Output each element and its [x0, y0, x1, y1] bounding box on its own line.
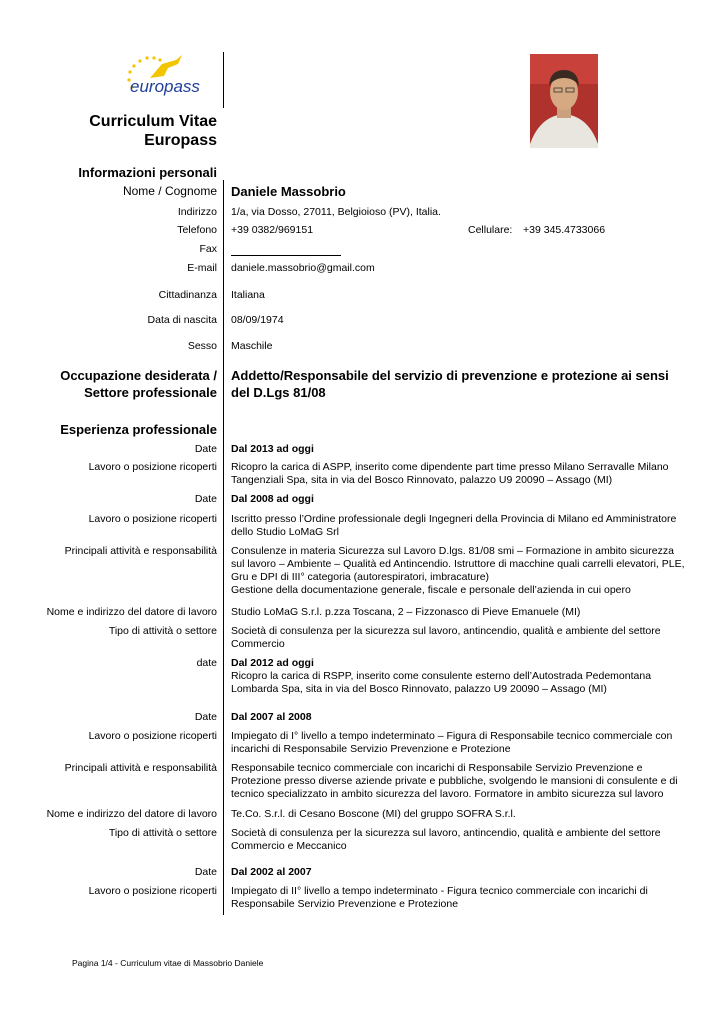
address-value: 1/a, via Dosso, 27011, Belgioioso (PV), Italia.	[231, 206, 441, 218]
job-label: Lavoro o posizione ricoperti	[88, 885, 217, 897]
cv-title: Curriculum Vitae Europass	[89, 113, 217, 149]
date-label: Date	[194, 711, 217, 723]
europass-logo	[120, 52, 212, 100]
date-label: Date	[194, 443, 217, 455]
date-label: date	[196, 657, 217, 669]
occupation-value: Addetto/Responsabile del servizio di prevenzione e protezione ai sensi del D.Lgs 81/08	[231, 368, 669, 400]
page-footer: Pagina 1/4 - Curriculum vitae di Massobrio Daniele	[72, 958, 264, 968]
exp5-date: Dal 2002 al 2007	[231, 866, 312, 878]
section-title-experience: Esperienza professionale	[60, 422, 217, 437]
divider-header	[223, 52, 224, 108]
full-name: Daniele Massobrio	[231, 184, 346, 199]
phone-label: Telefono	[177, 224, 217, 236]
date-label: Date	[194, 493, 217, 505]
mobile-label: Cellulare:	[468, 224, 513, 236]
sex-value: Maschile	[231, 340, 273, 352]
email-value: daniele.massobrio@gmail.com	[231, 262, 375, 274]
sector-label: Tipo di attività o settore	[108, 625, 217, 637]
job-label: Lavoro o posizione ricoperti	[88, 461, 217, 473]
employer-label: Nome e indirizzo del datore di lavoro	[46, 606, 217, 618]
exp4-sector: Società di consulenza per la sicurezza sul lavoro, antincendio, qualità e ambiente del settore Commercio e Meccanico	[231, 827, 661, 852]
sex-label: Sesso	[187, 340, 217, 352]
exp4-employer: Te.Co. S.r.l. di Cesano Boscone (MI) del gruppo SOFRA S.r.l.	[231, 808, 516, 820]
exp4-date: Dal 2007 al 2008	[231, 711, 312, 723]
activities-label: Principali attività e responsabilità	[64, 545, 217, 557]
address-label: Indirizzo	[177, 206, 217, 218]
phone-value: +39 0382/969151	[231, 224, 314, 236]
exp1-date: Dal 2013 ad oggi	[231, 443, 314, 455]
citizenship-label: Cittadinanza	[158, 289, 217, 301]
exp5-job: Impiegato di II° livello a tempo indeterminato - Figura tecnico commerciale con incarichi di Responsabile Servizio Prevenzione e Protezione	[231, 885, 648, 910]
profile-photo	[530, 54, 598, 148]
section-title-personal: Informazioni personali	[78, 165, 217, 180]
email-label: E-mail	[187, 262, 217, 274]
job-label: Lavoro o posizione ricoperti	[88, 730, 217, 742]
divider-main	[223, 180, 224, 915]
activities-label: Principali attività e responsabilità	[64, 762, 217, 774]
exp2-sector: Società di consulenza per la sicurezza sul lavoro, antincendio, qualità e ambiente del settore Commercio	[231, 625, 661, 650]
name-label: Nome / Cognome	[122, 184, 217, 198]
employer-label: Nome e indirizzo del datore di lavoro	[46, 808, 217, 820]
exp1-job: Ricopro la carica di ASPP, inserito come dipendente part time presso Milano Serravalle Milano Tangenziali Spa, sita in via del Bosco Rinnovato, palazzo U9 20090 – Assago (MI)	[231, 461, 669, 486]
citizenship-value: Italiana	[231, 289, 265, 301]
birthdate-value: 08/09/1974	[231, 314, 284, 326]
sector-label: Tipo di attività o settore	[108, 827, 217, 839]
date-label: Date	[194, 866, 217, 878]
exp3-block: Dal 2012 ad oggi Ricopro la carica di RSPP, inserito come consulente esterno dell’Autostrada Pedemontana Lombarda Spa, sita in via del Bosco Rinnovato, palazzo U9 20090 – Assago (MI)	[231, 657, 652, 695]
job-label: Lavoro o posizione ricoperti	[88, 513, 217, 525]
occupation-label: Occupazione desiderata / Settore professionale	[60, 368, 217, 400]
birthdate-label: Data di nascita	[147, 314, 217, 326]
exp4-activities: Responsabile tecnico commerciale con incarichi di Responsabile Servizio Prevenzione e Protezione presso diverse aziende private e pubbliche, svolgendo le mansioni di consulente e di tecnico specializzato in ambito sicurezza del lavoro. Formatore in ambito sicurezza sul lavoro	[231, 762, 678, 800]
fax-label: Fax	[199, 243, 217, 255]
exp2-date: Dal 2008 ad oggi	[231, 493, 314, 505]
exp2-job: Iscritto presso l’Ordine professionale degli Ingegneri della Provincia di Milano ed Amministratore dello Studio LoMaG Srl	[231, 513, 677, 538]
exp2-activities: Consulenze in materia Sicurezza sul Lavoro D.lgs. 81/08 smi – Formazione in ambito sicurezza sul lavoro – Ambiente – Qualità ed Antincendio. Istruttore di macchine quali carrelli elevatori, PLE, Gru e DPI di III° categoria (autorespiratori, imbracature) Gestione della documentazione generale, fiscale e personale dell’azienda in cui opero	[231, 545, 685, 596]
svg-text:europass: europass	[130, 77, 200, 96]
exp4-job: Impiegato di I° livello a tempo indeterminato – Figura di Responsabile tecnico commerciale con incarichi di Responsabile Servizio Prevenzione e Protezione	[231, 730, 673, 755]
exp2-employer: Studio LoMaG S.r.l. p.zza Toscana, 2 – Fizzonasco di Pieve Emanuele (MI)	[231, 606, 581, 618]
mobile-value: +39 345.4733066	[523, 224, 606, 236]
fax-blank-line	[231, 255, 341, 256]
